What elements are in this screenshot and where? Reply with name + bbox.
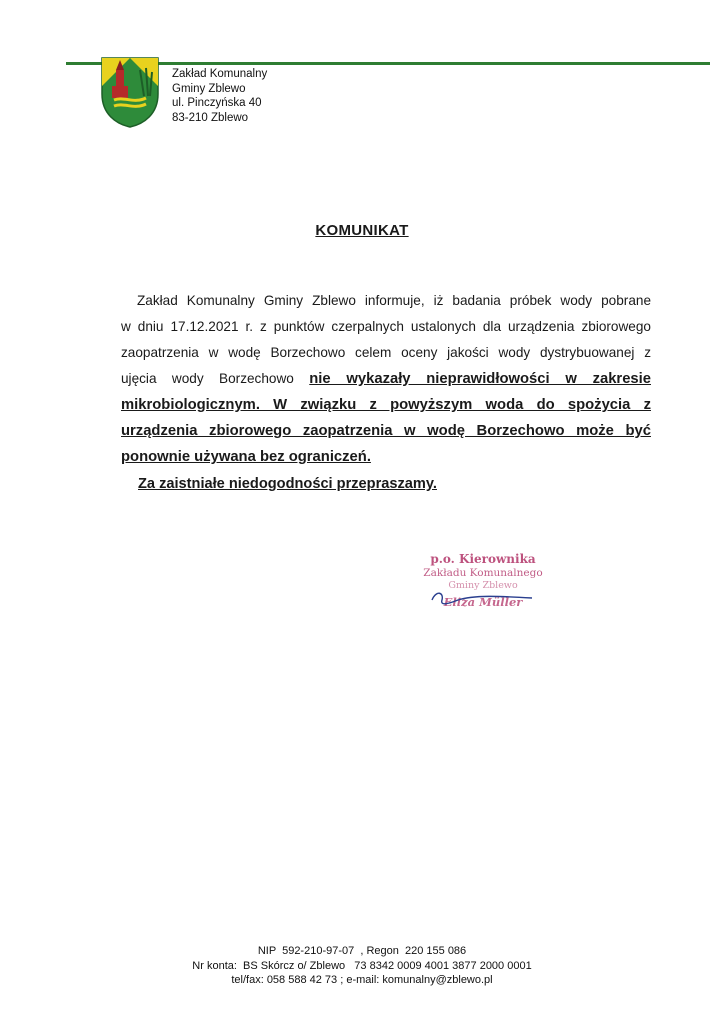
street-address: ul. Pinczyńska 40 bbox=[172, 97, 262, 109]
document-title: KOMUNIKAT bbox=[315, 222, 409, 239]
body-line-7: ponownie używana bez ograniczeń. bbox=[121, 449, 371, 465]
footer-bank-account: Nr konta: BS Skórcz o/ Zblewo 73 8342 0009 4001 3877 2000 0001 bbox=[192, 959, 532, 972]
body-line-6: urządzenia zbiorowego zaopatrzenia w wodę Borzechowo może być bbox=[121, 423, 651, 439]
body-line-5: mikrobiologicznym. W związku z powyższym woda do spożycia z bbox=[121, 397, 651, 413]
body-line-4-plain: ujęcia wody Borzechowo bbox=[121, 371, 294, 386]
postal-city: 83-210 Zblewo bbox=[172, 111, 249, 124]
footer-tax-ids: NIP 592-210-97-07 , Regon 220 155 086 bbox=[257, 945, 467, 957]
org-name-line1: Zakład Komunalny bbox=[172, 68, 268, 80]
body-line-4-emphasis: nie wykazały nieprawidłowości w zakresie bbox=[309, 371, 651, 387]
zblewo-coat-of-arms-icon bbox=[100, 56, 160, 128]
stamp-name: Eliza Müller bbox=[443, 595, 523, 609]
body-line-1: Zakład Komunalny Gminy Zblewo informuje, iż badania próbek wody pobrane bbox=[137, 293, 651, 308]
letterhead-address bbox=[172, 67, 267, 125]
footer-company-info bbox=[0, 944, 724, 988]
body-line-2: w dniu 17.12.2021 r. z punktów czerpalnych ustalonych dla urządzenia zbiorowego bbox=[121, 319, 651, 334]
header-rule bbox=[66, 62, 710, 65]
stamp-title: p.o. Kierownika bbox=[430, 552, 536, 566]
handwritten-signature bbox=[428, 586, 538, 612]
body-line-4 bbox=[121, 366, 651, 392]
announcement-body bbox=[121, 288, 651, 470]
stamp-org: Zakładu Komunalnego bbox=[423, 567, 543, 579]
apology-text: Za zaistniałe niedogodności przepraszamy. bbox=[138, 476, 437, 492]
stamp-municipality: Gminy Zblewo bbox=[448, 580, 518, 591]
body-line-3: zaopatrzenia w wodę Borzechowo celem oceny jakości wody dystrybuowanej z bbox=[121, 345, 651, 360]
org-name-line2: Gminy Zblewo bbox=[172, 82, 246, 95]
footer-contact: tel/fax: 058 588 42 73 ; e-mail: komunalny@zblewo.pl bbox=[231, 974, 493, 986]
